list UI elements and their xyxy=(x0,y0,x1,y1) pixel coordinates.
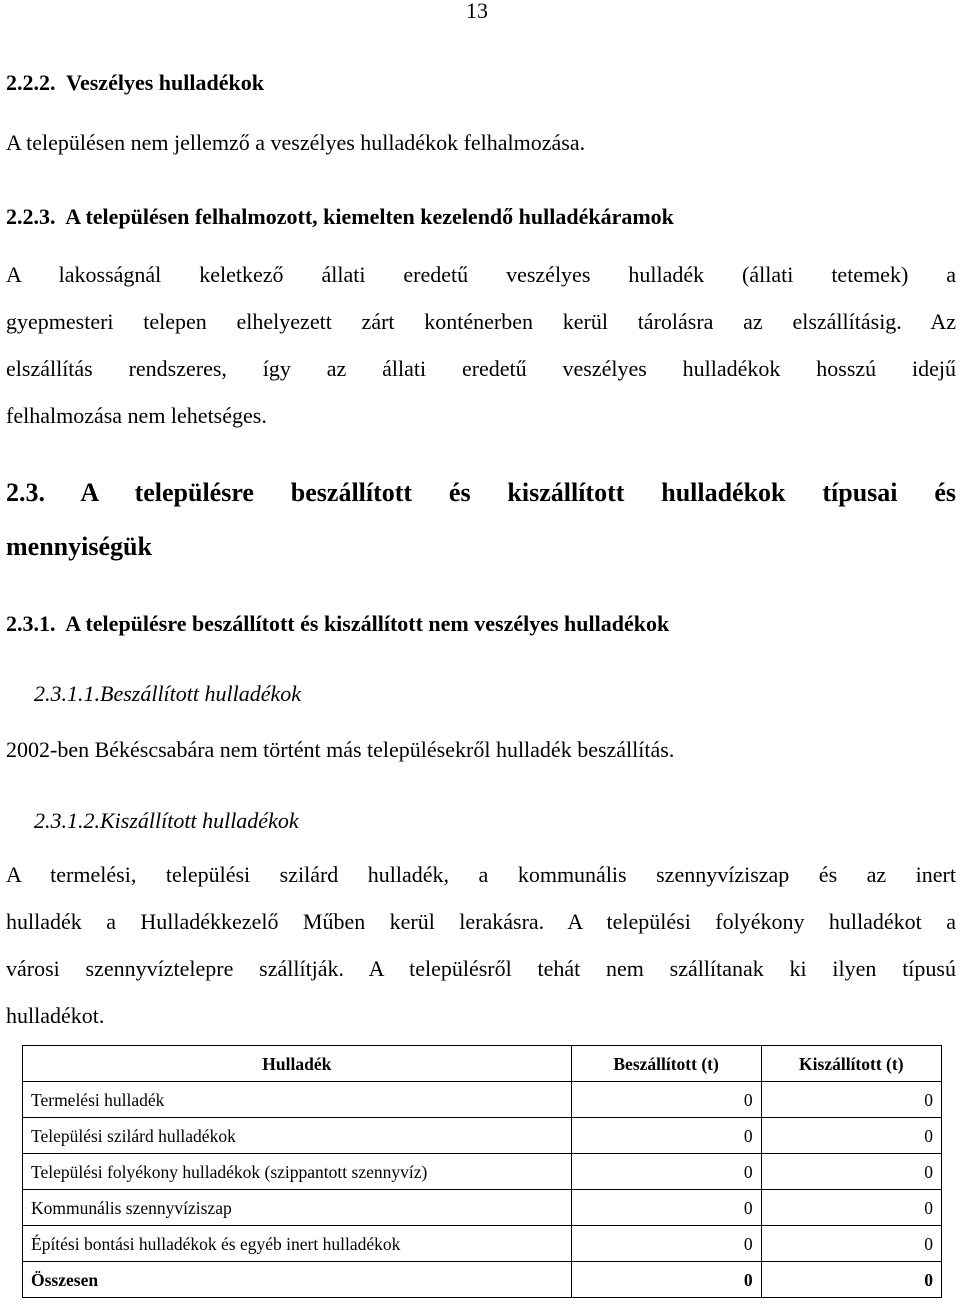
text-line: felhalmozása nem lehetséges. xyxy=(6,403,267,428)
text-line: hulladék a Hulladékkezelő Műben kerül lerakásra. A települési folyékony hulladékot a xyxy=(6,909,956,934)
text-line: A lakosságnál keletkező állati eredetű veszélyes hulladék (állati tetemek) a xyxy=(6,262,956,287)
heading-line: mennyiségük xyxy=(6,532,152,561)
heading-2-3-1 xyxy=(6,609,669,639)
cell-delivered: 0 xyxy=(571,1226,761,1262)
cell-waste-type: Települési folyékony hulladékok (szippantott szennyvíz) xyxy=(23,1154,572,1190)
heading-number: 2.3.1. xyxy=(6,611,56,636)
cell-total-delivered: 0 xyxy=(571,1262,761,1298)
heading-title: Kiszállított hulladékok xyxy=(100,808,299,833)
heading-title: A településen felhalmozott, kiemelten kezelendő hulladékáramok xyxy=(65,204,674,229)
text-line: gyepmesteri telepen elhelyezett zárt konténerben kerül tárolásra az elszállításig. Az xyxy=(6,309,956,334)
heading-number: 2.2.2. xyxy=(6,70,56,95)
cell-total-exported: 0 xyxy=(761,1262,941,1298)
cell-exported: 0 xyxy=(761,1118,941,1154)
heading-2-3-1-1 xyxy=(34,679,301,709)
table-header-row xyxy=(23,1046,942,1082)
text-line: A termelési, települési szilárd hulladék, a kommunális szennyvíziszap és az inert xyxy=(6,862,956,887)
cell-delivered: 0 xyxy=(571,1154,761,1190)
text-line: hulladékot. xyxy=(6,1003,105,1028)
waste-table xyxy=(22,1045,942,1298)
table-row xyxy=(23,1190,942,1226)
heading-line: 2.3. A településre beszállított és kiszállított hulladékok típusai és xyxy=(6,478,956,507)
table-total-row xyxy=(23,1262,942,1298)
cell-waste-type: Építési bontási hulladékok és egyéb inert hulladékok xyxy=(23,1226,572,1262)
heading-2-2-3 xyxy=(6,202,674,232)
table-row xyxy=(23,1154,942,1190)
cell-delivered: 0 xyxy=(571,1118,761,1154)
table-row xyxy=(23,1082,942,1118)
cell-exported: 0 xyxy=(761,1226,941,1262)
heading-number: 2.2.3. xyxy=(6,204,56,229)
heading-title: A településre beszállított és kiszállított nem veszélyes hulladékok xyxy=(65,611,670,636)
cell-delivered: 0 xyxy=(571,1190,761,1226)
table-row xyxy=(23,1118,942,1154)
paragraph-2-2-3 xyxy=(6,260,956,448)
paragraph-2-3-1-2 xyxy=(6,860,956,1048)
heading-number: 2.3.1.2. xyxy=(34,808,100,833)
cell-exported: 0 xyxy=(761,1154,941,1190)
heading-number: 2.3.1.1. xyxy=(34,681,100,706)
heading-2-2-2 xyxy=(6,68,264,98)
heading-2-3-1-2 xyxy=(34,806,299,836)
column-header-exported: Kiszállított (t) xyxy=(761,1046,941,1082)
column-header-waste: Hulladék xyxy=(23,1046,572,1082)
cell-exported: 0 xyxy=(761,1190,941,1226)
table-row xyxy=(23,1226,942,1262)
heading-title: Veszélyes hulladékok xyxy=(66,70,264,95)
paragraph-2-2-2: A településen nem jellemző a veszélyes hulladékok felhalmozása. xyxy=(6,130,586,155)
paragraph-2-3-1-1: 2002-ben Békéscsabára nem történt más településekről hulladék beszállítás. xyxy=(6,737,675,762)
cell-waste-type: Kommunális szennyvíziszap xyxy=(23,1190,572,1226)
heading-2-3 xyxy=(6,476,956,584)
cell-delivered: 0 xyxy=(571,1082,761,1118)
page-number: 13 xyxy=(466,0,488,23)
cell-waste-type: Települési szilárd hulladékok xyxy=(23,1118,572,1154)
column-header-delivered: Beszállított (t) xyxy=(571,1046,761,1082)
heading-title: Beszállított hulladékok xyxy=(100,681,302,706)
cell-waste-type: Termelési hulladék xyxy=(23,1082,572,1118)
cell-exported: 0 xyxy=(761,1082,941,1118)
text-line: elszállítás rendszeres, így az állati eredetű veszélyes hulladékok hosszú idejű xyxy=(6,356,956,381)
text-line: városi szennyvíztelepre szállítják. A településről tehát nem szállítanak ki ilyen típusú xyxy=(6,956,956,981)
cell-total-label: Összesen xyxy=(23,1262,572,1298)
